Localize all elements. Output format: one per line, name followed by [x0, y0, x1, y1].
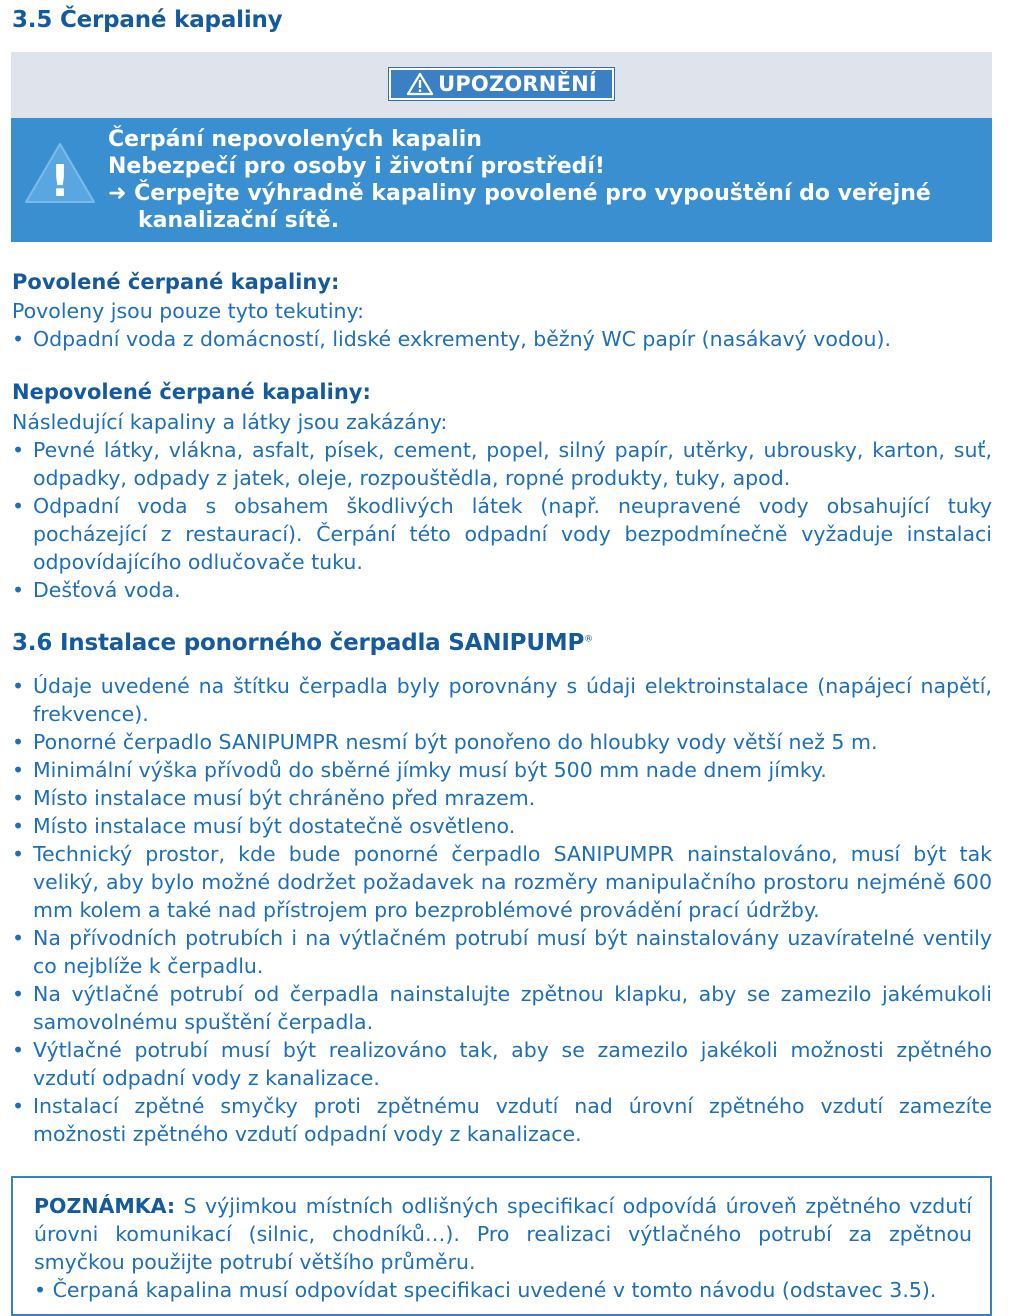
- warning-badge: [389, 68, 614, 100]
- warning-line-3: ➜ Čerpejte výhradně kapaliny povolené pro vypouštění do veřejné kanalizační sítě.: [108, 181, 931, 233]
- note-body: S výjimkou místních odlišných specifikací odpovídá úroveň zpětného vzdutí úrovni komunikací (silnic, chodníků…). Pro realizaci výtlačného potrubí za zpětnou smyčkou použijte potrubí většího průměru.: [34, 1194, 972, 1274]
- section-3-5-title: 3.5 Čerpané kapaliny: [12, 7, 283, 33]
- list-item: • Minimální výška přívodů do sběrné jímky musí být 500 mm nade dnem jímky.: [12, 756, 992, 784]
- list-item: • Na přívodních potrubích i na výtlačném potrubí musí být nainstalovány uzavíratelné ventily co nejblíže k čerpadlu.: [12, 924, 992, 980]
- list-item: • Pevné látky, vlákna, asfalt, písek, cement, popel, silný papír, utěrky, ubrousky, karton, suť, odpadky, odpady z jatek, oleje, rozpouštědla, ropné produkty, tuky, apod.: [12, 436, 992, 492]
- warning-badge-label: UPOZORNĚNÍ: [438, 72, 597, 96]
- allowed-intro: Povoleny jsou pouze tyto tekutiny:: [12, 299, 365, 323]
- list-item: • Místo instalace musí být chráněno před mrazem.: [12, 784, 992, 812]
- note-text: [34, 1192, 972, 1276]
- list-item: • Technický prostor, kde bude ponorné čerpadlo SANIPUMPR nainstalováno, musí být tak veliký, aby bylo možné dodržet požadavek na rozměry manipulačního prostoru nejméně 600 mm kolem a také nad přístrojem pro bezproblémové provádění prací údržby.: [12, 840, 992, 924]
- registered-mark: ®: [584, 634, 593, 645]
- allowed-heading: Povolené čerpané kapaliny:: [12, 270, 340, 294]
- list-item: • Na výtlačné potrubí od čerpadla nainstalujte zpětnou klapku, aby se zamezilo jakémukoli samovolnému spuštění čerpadla.: [12, 980, 992, 1036]
- list-item: • Odpadní voda z domácností, lidské exkrementy, běžný WC papír (nasákavý vodou).: [12, 325, 992, 353]
- list-item: • Místo instalace musí být dostatečně osvětleno.: [12, 812, 992, 840]
- allowed-list: [12, 325, 992, 353]
- section-3-6-title-text: 3.6 Instalace ponorného čerpadla SANIPUMP: [12, 630, 585, 656]
- warning-line-2: Nebezpečí pro osoby i životní prostředí!: [108, 154, 605, 179]
- list-item: • Odpadní voda s obsahem škodlivých látek (např. neupravené vody obsahující tuky pocházející z restaurací). Čerpání této odpadní vody bezpodmínečně vyžaduje instalaci odpovídajícího odlučovače tuku.: [12, 492, 992, 576]
- forbidden-intro: Následující kapaliny a látky jsou zakázány:: [12, 410, 448, 434]
- warning-line-1: Čerpání nepovolených kapalin: [108, 127, 482, 152]
- list-item: • Údaje uvedené na štítku čerpadla byly porovnány s údaji elektroinstalace (napájecí napětí, frekvence).: [12, 672, 992, 728]
- warning-triangle-mark: !: [49, 156, 71, 206]
- installation-list: [12, 672, 992, 1148]
- forbidden-heading: Nepovolené čerpané kapaliny:: [12, 380, 371, 404]
- note-bullet: • Čerpaná kapalina musí odpovídat specifikaci uvedené v tomto návodu (odstavec 3.5).: [34, 1278, 937, 1302]
- forbidden-list: [12, 436, 992, 604]
- list-item: • Výtlačné potrubí musí být realizováno tak, aby se zamezilo jakékoli možnosti zpětného vzdutí odpadní vody z kanalizace.: [12, 1036, 992, 1092]
- warning-text: [108, 126, 988, 234]
- note-label: POZNÁMKA:: [34, 1194, 176, 1218]
- section-3-6-title: [12, 630, 593, 656]
- list-item: • Ponorné čerpadlo SANIPUMPR nesmí být ponořeno do hloubky vody větší než 5 m.: [12, 728, 992, 756]
- list-item: • Dešťová voda.: [12, 576, 992, 604]
- warning-triangle-small-icon: [406, 72, 434, 96]
- warning-triangle-icon: [22, 140, 98, 206]
- list-item: • Instalací zpětné smyčky proti zpětnému vzdutí nad úrovní zpětného vzdutí zamezíte možnosti zpětného vzdutí odpadní vody z kanalizace.: [12, 1092, 992, 1148]
